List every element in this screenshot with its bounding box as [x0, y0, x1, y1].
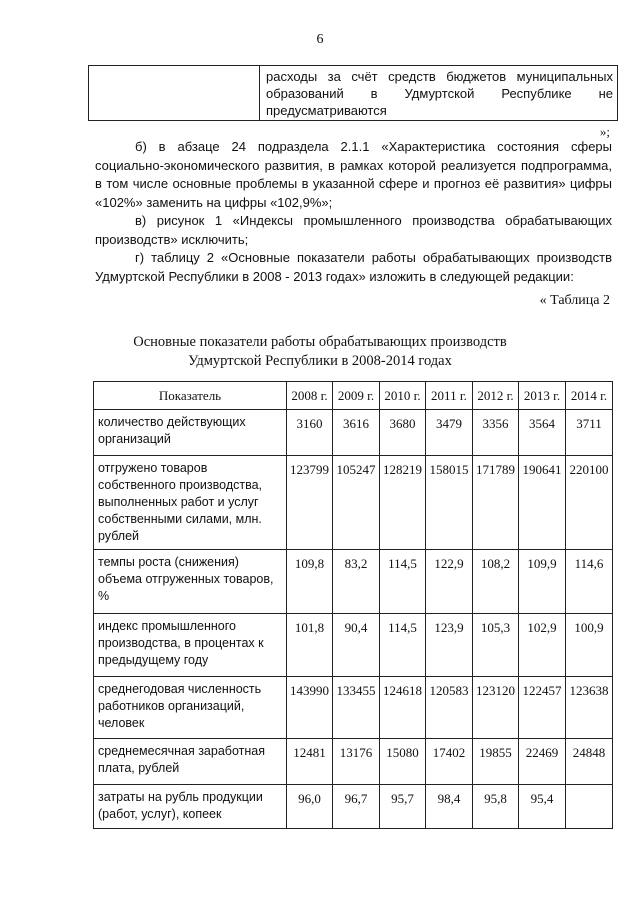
value-cell: 123,9: [426, 614, 473, 677]
indicator-cell: темпы роста (снижения) объема отгруженных товаров, %: [94, 550, 287, 614]
table-row: [94, 614, 613, 677]
indicators-table: [93, 381, 613, 829]
indicator-column-header: Показатель: [94, 382, 287, 410]
table-header-row: [94, 382, 613, 410]
value-cell: 171789: [473, 456, 519, 550]
value-cell: 3680: [380, 410, 426, 456]
value-cell: 105,3: [473, 614, 519, 677]
value-cell: 96,0: [287, 785, 333, 829]
paragraph-g: г) таблицу 2 «Основные показатели работы обрабатывающих производств Удмуртской Республики в 2008 - 2013 годах» изложить в следующей редакции:: [95, 250, 612, 284]
value-cell: 108,2: [473, 550, 519, 614]
value-cell: 158015: [426, 456, 473, 550]
value-cell: 143990: [287, 677, 333, 739]
value-cell: 114,5: [380, 550, 426, 614]
amendment-text: [95, 138, 612, 286]
value-cell: 98,4: [426, 785, 473, 829]
year-column-header: 2010 г.: [380, 382, 426, 410]
value-cell: 101,8: [287, 614, 333, 677]
value-cell: 83,2: [333, 550, 380, 614]
indicator-cell: индекс промышленного производства, в процентах к предыдущему году: [94, 614, 287, 677]
value-cell: 109,8: [287, 550, 333, 614]
table-caption: « Таблица 2: [539, 293, 610, 308]
value-cell: 90,4: [333, 614, 380, 677]
table-row: [94, 785, 613, 829]
year-column-header: 2014 г.: [566, 382, 613, 410]
empty-cell: [89, 66, 260, 121]
value-cell: [566, 785, 613, 829]
table-row: [94, 550, 613, 614]
value-cell: 122,9: [426, 550, 473, 614]
year-column-header: 2012 г.: [473, 382, 519, 410]
year-column-header: 2011 г.: [426, 382, 473, 410]
table-title-line: Основные показатели работы обрабатывающих производств: [133, 334, 507, 350]
value-cell: 22469: [519, 739, 566, 785]
value-cell: 17402: [426, 739, 473, 785]
value-cell: 105247: [333, 456, 380, 550]
value-cell: 102,9: [519, 614, 566, 677]
value-cell: 124618: [380, 677, 426, 739]
value-cell: 220100: [566, 456, 613, 550]
value-cell: 95,7: [380, 785, 426, 829]
year-column-header: 2013 г.: [519, 382, 566, 410]
indicator-cell: среднегодовая численность работников организаций, человек: [94, 677, 287, 739]
value-cell: 133455: [333, 677, 380, 739]
indicator-cell: затраты на рубль продукции (работ, услуг), копеек: [94, 785, 287, 829]
value-cell: 19855: [473, 739, 519, 785]
value-cell: 123638: [566, 677, 613, 739]
table-row: [94, 456, 613, 550]
table-title: [0, 333, 640, 371]
indicator-cell: отгружено товаров собственного производства, выполненных работ и услуг собственными силами, млн. рублей: [94, 456, 287, 550]
value-cell: 3356: [473, 410, 519, 456]
funding-note-cell: расходы за счёт средств бюджетов муниципальных образований в Удмуртской Республике не предусматриваются: [260, 66, 618, 121]
continued-table-fragment: [88, 65, 618, 121]
value-cell: 13176: [333, 739, 380, 785]
value-cell: 128219: [380, 456, 426, 550]
table-row: [94, 677, 613, 739]
value-cell: 95,4: [519, 785, 566, 829]
table-row: [94, 410, 613, 456]
value-cell: 120583: [426, 677, 473, 739]
paragraph-b: б) в абзаце 24 подраздела 2.1.1 «Характеристика состояния сферы социально-экономического развития, в рамках которой реализуется подпрограмма, в том числе основные проблемы в указанной сфере и прогноз её развития» цифры «102%» заменить на цифры «102,9%»;: [95, 139, 612, 210]
value-cell: 190641: [519, 456, 566, 550]
paragraph-v: в) рисунок 1 «Индексы промышленного производства обрабатывающих производств» исключить;: [95, 213, 612, 247]
indicator-cell: среднемесячная заработная плата, рублей: [94, 739, 287, 785]
value-cell: 122457: [519, 677, 566, 739]
year-column-header: 2009 г.: [333, 382, 380, 410]
value-cell: 100,9: [566, 614, 613, 677]
value-cell: 3160: [287, 410, 333, 456]
value-cell: 3479: [426, 410, 473, 456]
value-cell: 3564: [519, 410, 566, 456]
value-cell: 114,6: [566, 550, 613, 614]
page-number: 6: [316, 32, 324, 47]
value-cell: 3616: [333, 410, 380, 456]
value-cell: 123120: [473, 677, 519, 739]
value-cell: 3711: [566, 410, 613, 456]
closing-quote: »;: [599, 124, 610, 139]
year-column-header: 2008 г.: [287, 382, 333, 410]
value-cell: 95,8: [473, 785, 519, 829]
value-cell: 123799: [287, 456, 333, 550]
value-cell: 12481: [287, 739, 333, 785]
value-cell: 109,9: [519, 550, 566, 614]
table-row: [94, 739, 613, 785]
value-cell: 114,5: [380, 614, 426, 677]
value-cell: 15080: [380, 739, 426, 785]
value-cell: 96,7: [333, 785, 380, 829]
indicator-cell: количество действующих организаций: [94, 410, 287, 456]
table-title-line: Удмуртской Республики в 2008-2014 годах: [188, 353, 452, 369]
value-cell: 24848: [566, 739, 613, 785]
